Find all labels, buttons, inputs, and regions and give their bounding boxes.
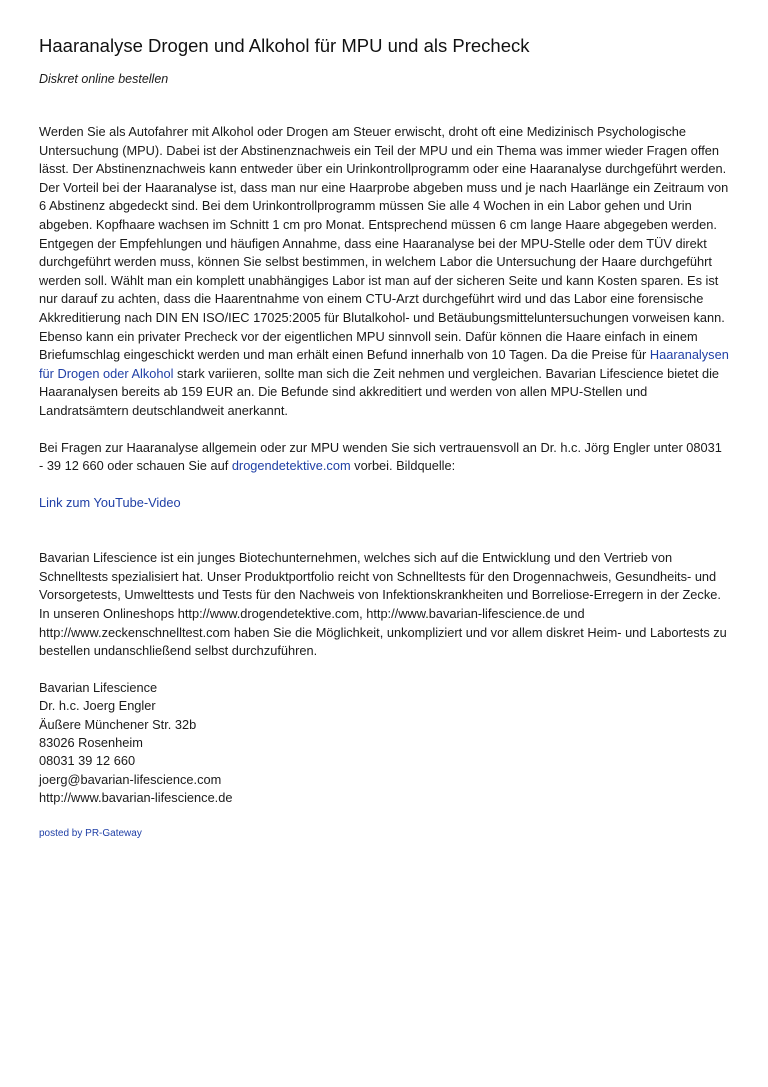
paragraph-contact-text-b: vorbei. Bildquelle: bbox=[350, 458, 456, 474]
spacer bbox=[39, 661, 729, 679]
drogendetektive-link[interactable]: drogendetektive.com bbox=[231, 458, 351, 474]
address-street: Äußere Münchener Str. 32b bbox=[39, 716, 197, 732]
haaranalysen-link[interactable]: Haaranalysen für Drogen oder Alkohol bbox=[39, 347, 729, 381]
spacer bbox=[39, 421, 729, 439]
document-page bbox=[39, 34, 729, 851]
address-phone: 08031 39 12 660 bbox=[39, 753, 136, 769]
youtube-video-link[interactable]: Link zum YouTube-Video bbox=[39, 494, 181, 510]
spacer bbox=[39, 512, 729, 549]
paragraph-contact-text-a: Bei Fragen zur Haaranalyse allgemein oder zur MPU wenden Sie sich vertrauensvoll an Dr. h.c. Jörg Engler unter 08031 - 39 12 660 oder schauen Sie auf bbox=[39, 439, 722, 474]
page-subtitle: Diskret online bestellen bbox=[39, 72, 169, 86]
address-person: Dr. h.c. Joerg Engler bbox=[39, 698, 156, 714]
page-title: Haaranalyse Drogen und Alkohol für MPU und als Precheck bbox=[39, 35, 530, 56]
posted-by-paragraph bbox=[39, 827, 729, 841]
address-city: 83026 Rosenheim bbox=[39, 735, 143, 751]
paragraph-company-shops: In unseren Onlineshops http://www.drogendetektive.com, http://www.bavarian-lifescience.de und http://www.zeckenschnelltest.com haben Sie die Möglichkeit, unkompliziert und vor allem diskret Heim- und Labortests zu bestellen undanschließend selbst durchzuführen. bbox=[39, 606, 727, 659]
paragraph-lab-choice: Entgegen der Empfehlungen und häufigen Annahme, dass eine Haaranalyse bei der MPU-Stelle oder dem TÜV direkt durchgeführt werden muss, können Sie selbst bestimmen, in welchem Labor die Untersuchung der Haare durchgeführt werden soll. Wählt man ein komplett unabhängiges Labor ist man auf der sicheren Seite und kann Kosten sparen. Es ist nur darauf zu achten, dass die Haarentnahme von einem CTU-Arzt durchgeführt wird und das Labor eine forensische Akkreditierung nach DIN EN ISO/IEC 17025:2005 für Blutalkohol- und Betäubungsmitteluntersuchungen vorweisen kann. bbox=[39, 235, 725, 325]
paragraph-contact bbox=[39, 439, 729, 476]
spacer bbox=[39, 476, 729, 494]
address-email: joerg@bavarian-lifescience.com bbox=[39, 771, 222, 787]
paragraph-precheck bbox=[39, 328, 729, 421]
paragraph-intro: Werden Sie als Autofahrer mit Alkohol oder Drogen am Steuer erwischt, droht oft eine Medizinisch Psychologische Untersuchung (MPU). Dabei ist der Abstinenznachweis ein Teil der MPU und ein Thema was immer wieder Fragen offen lässt. Der Abstinenznachweis kann entweder über ein Urinkontrollprogramm oder eine Haaranalyse durchgeführt werden. Der Vorteil bei der Haaranalyse ist, dass man nur eine Haarprobe abgeben muss und je nach Haarlänge ein Zeitraum von 6 Abstinenz abgedeckt sind. Bei dem Urinkontrollprogramm müssen Sie alle 4 Wochen in ein Labor gehen und Urin abgeben. Kopfhaare wachsen im Schnitt 1 cm pro Monat. Entsprechend müssen 6 cm lange Haare abgegeben werden. bbox=[39, 124, 729, 232]
paragraph-precheck-text-a: Ebenso kann ein privater Precheck vor der eigentlichen MPU sinnvoll sein. Dafür können die Haare einfach in einem Briefumschlag eingeschickt werden und man erhält einen Befund innerhalb von 10 Tagen. Da die Preise für bbox=[39, 328, 698, 363]
address-website: http://www.bavarian-lifescience.de bbox=[39, 790, 233, 806]
paragraph-company-about: Bavarian Lifescience ist ein junges Biotechunternehmen, welches sich auf die Entwicklung und den Vertrieb von Schnelltests spezialisiert hat. Unser Produktportfolio reicht von Schnelltests für den Drogennachweis, Gesundheits- und Vorsorgetests, Umwelttests und Tests für den Nachweis von Infektionskrankheiten und Borreliose-Erregern in der Zecke. bbox=[39, 550, 721, 603]
posted-by-link[interactable]: posted by PR-Gateway bbox=[39, 827, 142, 839]
address-block bbox=[39, 679, 729, 808]
paragraph-precheck-text-b: stark variieren, sollte man sich die Zeit nehmen und vergleichen. Bavarian Lifescience bietet die Haaranalysen bereits ab 159 EUR an. Die Befunde sind akkreditiert und werden von allen MPU-Stellen und Landratsämtern deutschlandweit anerkannt. bbox=[39, 365, 720, 418]
address-company: Bavarian Lifescience bbox=[39, 679, 158, 695]
youtube-paragraph bbox=[39, 494, 729, 513]
